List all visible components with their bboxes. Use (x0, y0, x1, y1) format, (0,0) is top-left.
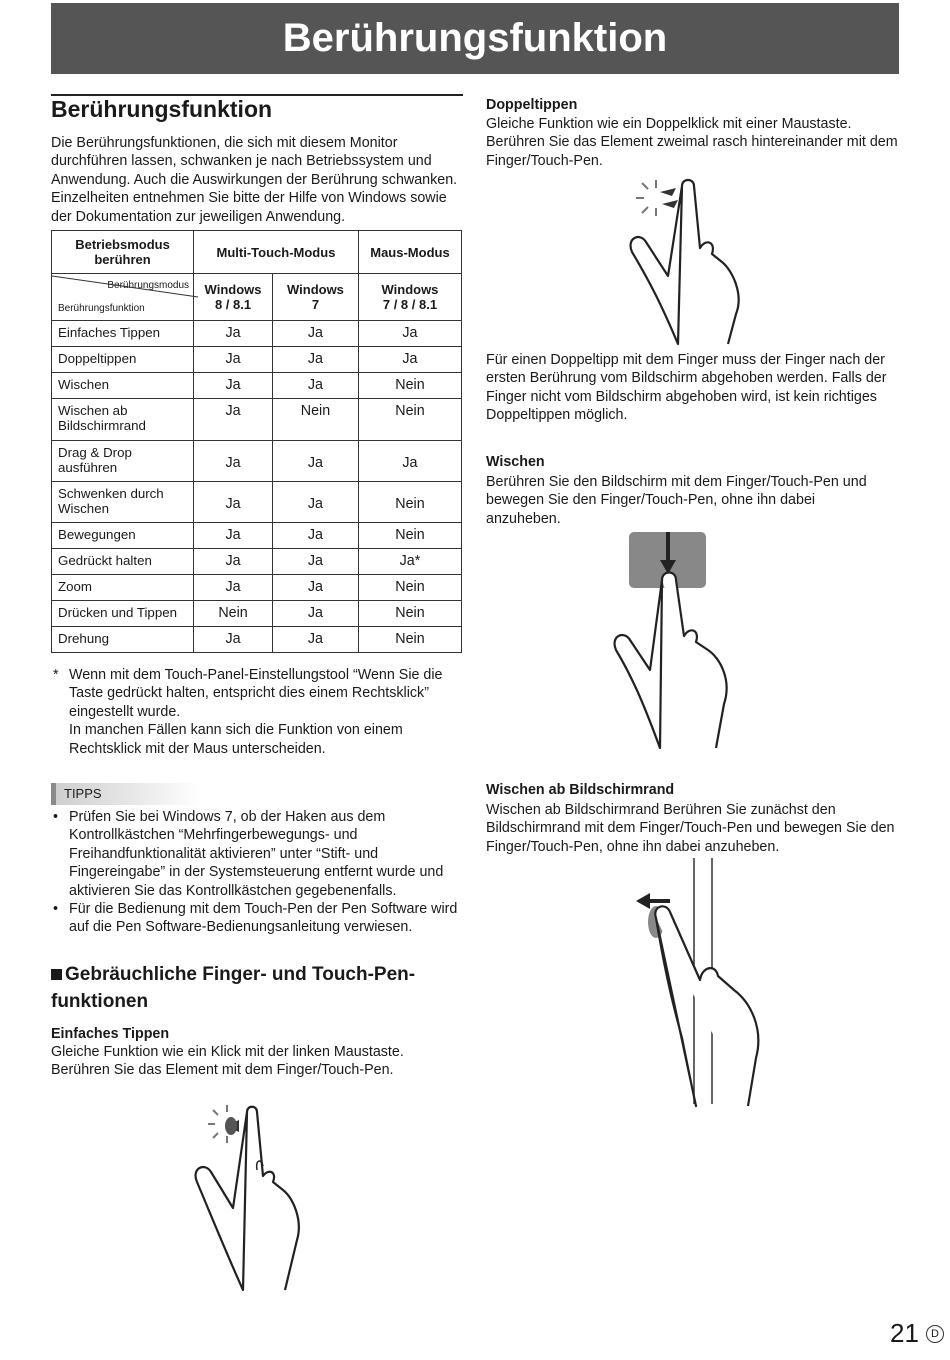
table-cell: Ja (358, 347, 461, 373)
table-cell: Nein (358, 373, 461, 399)
hand-icon (655, 906, 758, 1106)
tap-burst-icon (208, 1105, 227, 1143)
table-row-label: Drag & Drop ausführen (52, 441, 194, 482)
table-cell: Ja (194, 627, 273, 653)
edge-swipe-illustration (630, 858, 790, 1108)
footnote-text (69, 666, 465, 758)
swipe-illustration (612, 530, 772, 750)
footnote-line-2: In manchen Fällen kann sich die Funktion von einem Rechtsklick mit der Maus unterscheiden. (69, 722, 403, 757)
table-cell: Nein (358, 399, 461, 441)
table-corner-header: Betriebsmodus berühren (52, 231, 194, 274)
tips-list (51, 808, 466, 937)
table-cell: Ja (194, 549, 273, 575)
table-cell: Nein (358, 627, 461, 653)
page-banner (51, 3, 899, 74)
table-cell: Ja (194, 482, 273, 523)
table-row-label: Einfaches Tippen (52, 321, 194, 347)
table-cell: Nein (272, 399, 358, 441)
table-cell: Nein (194, 601, 273, 627)
table-cell: Ja (358, 441, 461, 482)
table-row-label: Wischen (52, 373, 194, 399)
table-cell: Ja (272, 321, 358, 347)
single-tap-illustration (185, 1100, 315, 1290)
wischen-text: Berühren Sie den Bildschirm mit dem Finger/Touch-Pen und bewegen Sie den Finger/Touch-Pen, ohne ihn dabei anzuheben. (486, 474, 867, 527)
square-bullet-icon (51, 969, 62, 980)
diagonal-header-cell (52, 274, 194, 321)
table-row-label: Zoom (52, 575, 194, 601)
table-row-label: Gedrückt halten (52, 549, 194, 575)
hand-icon (196, 1107, 299, 1290)
table-row-label: Wischen ab Bildschirmrand (52, 399, 194, 441)
table-row-label: Schwenken durch Wischen (52, 482, 194, 523)
touch-mode-table (51, 230, 462, 653)
table-cell: Ja (272, 575, 358, 601)
table-cell: Ja (272, 373, 358, 399)
doppel-note: Für einen Doppeltipp mit dem Finger muss der Finger nach der ersten Berührung vom Bildschirm abgehoben werden. Falls der Finger nicht vom Bildschirm abgehoben wird, ist kein richtiges Doppeltippen möglich. (486, 352, 887, 424)
table-row-label: Drücken und Tippen (52, 601, 194, 627)
table-row-label: Bewegungen (52, 523, 194, 549)
footnote-mark: * (53, 667, 59, 683)
einfaches-text: Gleiche Funktion wie ein Klick mit der linken Maustaste. Berühren Sie das Element mit dem Finger/Touch-Pen. (51, 1044, 404, 1079)
diag-top-label: Berührungsmodus (107, 279, 190, 291)
table-cell: Ja (272, 482, 358, 523)
rand-title: Wischen ab Bildschirmrand (486, 782, 675, 798)
table-cell: Ja (272, 601, 358, 627)
footnote-line-1: Wenn mit dem Touch-Panel-Einstellungstool “Wenn Sie die Taste gedrückt halten, entspricht dies einem Rechtsklick” eingestellt wurde. (69, 667, 443, 720)
table-row-label: Doppeltippen (52, 347, 194, 373)
table-cell: Ja (272, 627, 358, 653)
einfaches-title: Einfaches Tippen (51, 1026, 170, 1042)
table-cell: Ja (194, 347, 273, 373)
multi-touch-header: Multi-Touch-Modus (194, 231, 359, 274)
gestures-heading-text: Gebräuchliche Finger- und Touch-Pen-funktionen (51, 964, 416, 1012)
wischen-title: Wischen (486, 454, 545, 470)
table-cell: Ja (272, 549, 358, 575)
page-marker: D (926, 1325, 944, 1343)
table-cell: Ja (194, 575, 273, 601)
col-windows-7: Windows 7 (272, 274, 358, 321)
table-cell: Ja (272, 347, 358, 373)
list-item: • Prüfen Sie bei Windows 7, ob der Haken aus dem Kontrollkästchen “Mehrfingerbewegungs- und Freihandfunktionalität aktivieren” unter “Stift- und Fingereingabe” in der Systemsteuerung entfernt wurde und aktivieren Sie das Kontrollkästchen gegebenenfalls. (51, 808, 466, 900)
section-heading: Berührungsfunktion (51, 96, 273, 122)
table-cell: Nein (358, 482, 461, 523)
tap-burst-icon (636, 180, 656, 216)
table-cell: Nein (358, 575, 461, 601)
hand-icon (615, 573, 727, 749)
table-cell: Ja (194, 441, 273, 482)
intro-text: Die Berührungsfunktionen, die sich mit diesem Monitor durchführen lassen, schwanken je nach Betriebssystem und Anwendung. Auch die Auswirkungen der Berührung schwanken. Einzelheiten entnehmen Sie bitte der Hilfe von Windows sowie der Dokumentation zur jeweiligen Anwendung. (51, 135, 458, 225)
banner-title: Berührungsfunktion (282, 16, 668, 60)
table-cell: Nein (358, 601, 461, 627)
col-windows-8: Windows 8 / 8.1 (194, 274, 273, 321)
table-cell: Ja (358, 321, 461, 347)
list-item: • Für die Bedienung mit dem Touch-Pen der Pen Software wird auf die Pen Software-Bedienungsanleitung verwiesen. (51, 900, 466, 937)
left-arrow-icon (636, 893, 650, 909)
col-windows-all: Windows 7 / 8 / 8.1 (358, 274, 461, 321)
heading-rule (51, 94, 463, 96)
table-cell: Nein (358, 523, 461, 549)
table-row-label: Drehung (52, 627, 194, 653)
rand-text: Wischen ab Bildschirmrand Berühren Sie zunächst den Bildschirmrand mit dem Finger/Touch-Pen und bewegen Sie den Finger/Touch-Pen, ohne ihn dabei anzuheben. (486, 802, 895, 855)
table-cell: Ja (194, 523, 273, 549)
doppel-text: Gleiche Funktion wie ein Doppelklick mit einer Maustaste. Berühren Sie das Element zweimal rasch hintereinander mit dem Finger/Touch-Pen. (486, 116, 898, 169)
double-tap-illustration (618, 176, 758, 346)
hand-icon (631, 180, 739, 344)
table-cell: Ja (194, 399, 273, 441)
table-cell: Ja (194, 321, 273, 347)
diag-bottom-label: Berührungsfunktion (58, 302, 145, 314)
doppel-title: Doppeltippen (486, 97, 578, 113)
double-arrow-icon (660, 188, 678, 208)
table-cell: Ja* (358, 549, 461, 575)
gestures-heading (51, 961, 451, 1015)
table-cell: Ja (272, 441, 358, 482)
page-number: 21 (890, 1318, 919, 1348)
table-cell: Ja (194, 373, 273, 399)
tips-label: TIPPS (51, 783, 201, 805)
mouse-mode-header: Maus-Modus (358, 231, 461, 274)
table-cell: Ja (272, 523, 358, 549)
